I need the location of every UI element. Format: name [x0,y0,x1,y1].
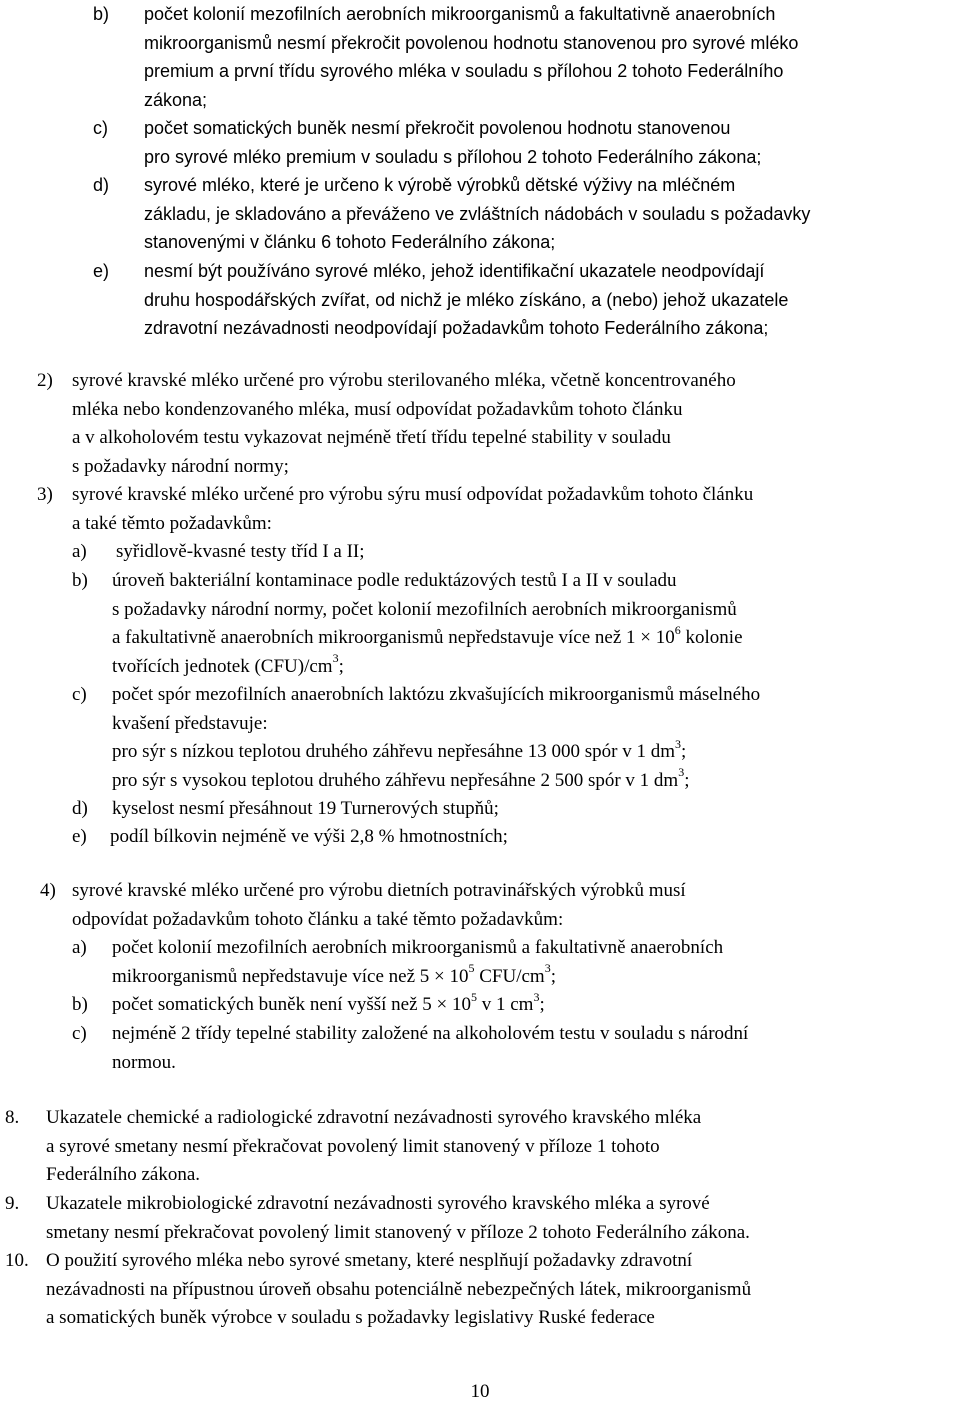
item-4b-line [112,991,545,1020]
item-4b-line1-mid: v 1 cm [476,994,534,1015]
section-10-line: a somatických buněk výrobce v souladu s požadavky legislativy Ruské federace [46,1307,655,1329]
subitem-b-text [144,0,798,114]
item-4b-line1-post: ; [539,994,545,1015]
item-3-text [72,481,753,538]
subitem-d-label: d) [93,175,110,195]
section-8-line: Ukazatele chemické a radiologické zdravotní nezávadnosti syrového kravského mléka [46,1107,702,1128]
subitem-d-line: syrové mléko, které je určeno k výrobě výrobků dětské výživy na mléčném [144,175,736,195]
section-10-label: 10. [5,1250,29,1271]
section-9-line: Ukazatele mikrobiologické zdravotní nezávadnosti syrového kravského mléka a syrové [46,1193,710,1214]
item-3b-line [112,653,743,682]
subitem-c-text [144,114,761,171]
section-8-line: a syrové smetany nesmí překračovat povolený limit stanovený v příloze 1 tohoto [46,1135,660,1157]
section-8-text [46,1104,701,1190]
exponent: 3 [675,736,682,751]
item-3e-text [110,823,508,852]
section-9-text [46,1190,750,1247]
item-3a-label: a) [72,541,87,562]
page-number: 10 [470,1381,490,1402]
section-10-text [46,1247,751,1333]
item-3b-line3-pre: a fakultativně anaerobních mikroorganismů nepředstavuje více než 1 × 10 [112,627,675,649]
item-4c-text [112,1020,748,1077]
item-4-text [72,877,686,934]
item-3c-line: kvašení představuje: [112,712,268,734]
subitem-e-line: druhu hospodářských zvířat, od nichž je mléko získáno, a (nebo) jehož ukazatele [144,289,789,310]
subitem-c-label: c) [93,118,108,138]
subitem-e-label: e) [93,261,110,281]
subitem-e-text [144,257,788,343]
exponent: 3 [533,989,540,1004]
item-4-line: syrové kravské mléko určené pro výrobu dietních potravinářských výrobků musí [72,880,686,901]
item-4b-label: b) [72,994,88,1015]
section-8-line: Federálního zákona. [46,1164,201,1186]
item-3c-line3-pre: pro sýr s nízkou teplotou druhého záhřevu nepřesáhne 13 000 spór v 1 dm [112,741,676,763]
subitem-d-line: stanovenými v článku 6 tohoto Federálního zákona; [144,232,556,253]
item-3e-label: e) [72,826,87,847]
item-3-label: 3) [37,484,53,505]
item-4a-text [112,934,723,991]
item-3c-line [112,767,760,796]
item-4c-label: c) [72,1023,87,1044]
item-3b-text [112,567,743,681]
item-4c-line: nejméně 2 třídy tepelné stability založené na alkoholovém testu v souladu s národní [112,1023,749,1044]
item-3b-label: b) [72,570,88,591]
item-2-line: s požadavky národní normy; [72,455,289,477]
item-3b-line4-post: ; [338,655,344,677]
subitem-b-line: počet kolonií mezofilních aerobních mikroorganismů a fakultativně anaerobních [144,4,776,24]
exponent: 6 [674,622,681,637]
item-3b-line3-post: kolonie [680,627,743,649]
exponent: 3 [544,961,551,976]
section-8-label: 8. [5,1107,20,1128]
item-3c-line4-pre: pro sýr s vysokou teplotou druhého záhřevu nepřesáhne 2 500 spór v 1 dm [112,769,679,791]
item-3a-text [116,538,365,567]
subitem-b-line: zákona; [144,89,208,110]
subitem-e-line: nesmí být používáno syrové mléko, jehož identifikační ukazatele neodpovídají [144,261,765,281]
item-3d-text [112,795,499,824]
item-4b-text [112,991,545,1020]
item-4a-line2-post: ; [550,965,556,987]
item-4a-line2-pre: mikroorganismů nepředstavuje více než 5 × 10 [112,965,469,987]
subitem-b-line: mikroorganismů nesmí překročit povolenou hodnotu stanovenou pro syrové mléko [144,32,799,53]
item-3c-line4-post: ; [684,769,690,791]
item-2-line: syrové kravské mléko určené pro výrobu sterilovaného mléka, včetně koncentrovaného [72,370,736,391]
item-2-line: mléka nebo kondenzovaného mléka, musí odpovídat požadavkům tohoto článku [72,398,683,420]
section-9-label: 9. [5,1193,20,1214]
item-3e-line: podíl bílkovin nejméně ve výši 2,8 % hmotnostních; [110,826,508,847]
item-3b-line: s požadavky národní normy, počet kolonií mezofilních aerobních mikroorganismů [112,598,737,620]
item-2-text [72,367,736,481]
subitem-b-label: b) [93,4,110,24]
exponent: 3 [332,651,339,666]
subitem-d-text [144,171,810,257]
item-3a-line: syřidlově-kvasné testy tříd I a II; [116,541,365,562]
item-4-line: odpovídat požadavkům tohoto článku a také těmto požadavkům: [72,908,564,930]
item-4a-label: a) [72,937,87,958]
section-9-line: smetany nesmí překračovat povolený limit stanovený v příloze 2 tohoto Federálního zákona. [46,1221,750,1243]
item-4a-line: počet kolonií mezofilních aerobních mikroorganismů a fakultativně anaerobních [112,937,724,958]
exponent: 5 [468,961,475,976]
subitem-d-line: základu, je skladováno a převáženo ve zvláštních nádobách v souladu s požadavky [144,203,811,224]
section-10-line: nezávadnosti na přípustnou úroveň obsahu potenciálně nebezpečných látek, mikroorganismů [46,1278,752,1300]
section-10-line: O použití syrového mléka nebo syrové smetany, které nesplňují požadavky zdravotní [46,1250,693,1271]
item-3c-text [112,681,760,795]
subitem-b-line: premium a první třídu syrového mléka v souladu s přílohou 2 tohoto Federálního [144,61,784,82]
subitem-e-line: zdravotní nezávadnosti neodpovídají požadavkům tohoto Federálního zákona; [144,318,769,339]
item-4c-line: normou. [112,1051,176,1073]
item-2-line: a v alkoholovém testu vykazovat nejméně třetí třídu tepelné stability v souladu [72,427,671,449]
item-3-line: syrové kravské mléko určené pro výrobu sýru musí odpovídat požadavkům tohoto článku [72,484,754,505]
item-4b-line1-pre: počet somatických buněk není vyšší než 5 × 10 [112,994,471,1015]
item-3-line: a také těmto požadavkům: [72,512,272,534]
item-3c-line3-post: ; [681,741,687,763]
item-3d-label: d) [72,798,88,819]
item-4a-line [112,963,723,992]
item-3c-line: počet spór mezofilních anaerobních laktózu zkvašujících mikroorganismů máselného [112,684,761,705]
subitem-c-line: počet somatických buněk nesmí překročit povolenou hodnotu stanovenou [144,118,731,138]
item-4-label: 4) [40,880,56,901]
exponent: 3 [678,765,685,780]
item-3d-line: kyselost nesmí přesáhnout 19 Turnerových stupňů; [112,798,499,819]
exponent: 5 [470,989,477,1004]
item-3c-line [112,738,760,767]
subitem-c-line: pro syrové mléko premium v souladu s přílohou 2 tohoto Federálního zákona; [144,146,762,167]
item-3b-line [112,624,743,653]
item-2-label: 2) [37,370,53,391]
item-3b-line4-pre: tvořících jednotek (CFU)/cm [112,655,333,677]
item-3b-line: úroveň bakteriální kontaminace podle reduktázových testů I a II v souladu [112,570,677,591]
item-4a-line2-mid: CFU/cm [474,965,545,987]
item-3c-label: c) [72,684,87,705]
